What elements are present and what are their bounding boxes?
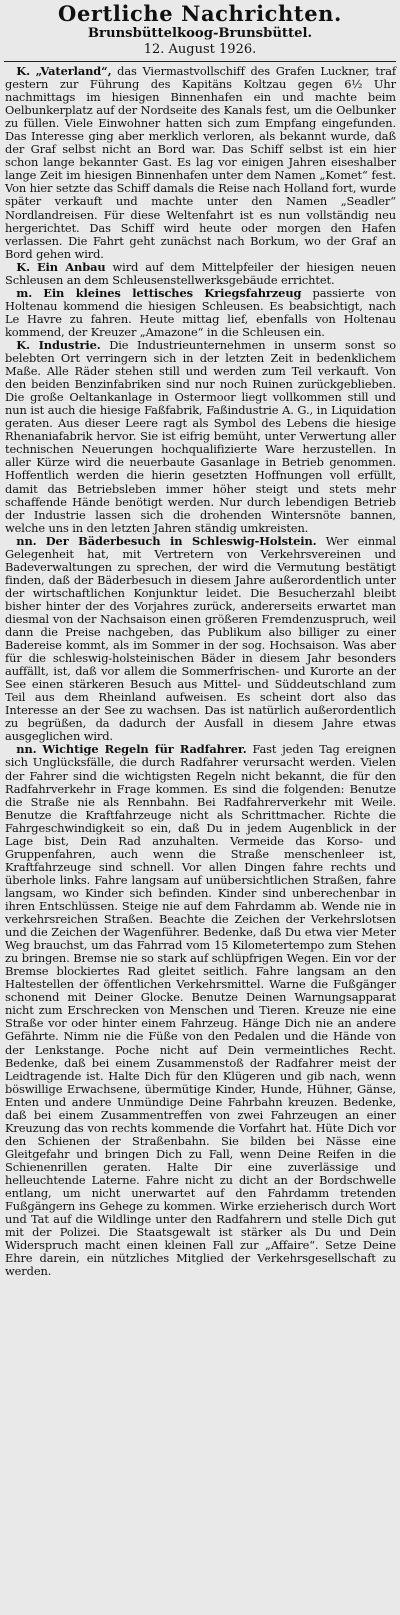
article-body: passierte von Holtenau kommend die hiesigen Schleusen. Es beabsichtigt, nach Le Havre zu fahren. Heute mittag lief, ebenfalls von Holtenau kommend, der Kreuzer „Amazone“ in die Schleusen ein. xyxy=(5,285,396,339)
article-body: Fast jeden Tag ereignen sich Unglücksfälle, die durch Radfahrer verursacht werden. Vielen der Fahrer sind die wichtigsten Regeln nicht bekannt, die für den Radfahrverkehr in Frage kommen. Es sind die folgenden: Benutze die Straße nie als Rennbahn. Bei Radfahrerverkehr mit Weile. Benutze die Kraftfahrzeuge nicht als Schrittmacher. Richte die Fahrgeschwindigkeit so ein, daß Du in jedem Augenblick in der Lage bist, Dein Rad anzuhalten. Vermeide das Korso- und Gruppenfahren, auch wenn die Straße menschenleer ist, Kraftfahrzeuge sind schnell. Vor allen Dingen fahre rechts und überhole links. Fahre langsam auf unübersichtlichen Straßen, fahre langsam, wo Kinder sich befinden. Kinder sind unberechenbar in ihren Entschlüssen. Steige nie auf dem Fahrdamm ab. Wende nie in verkehrsreichen Straßen. Beachte die Zeichen der Verkehrslotsen und die Zeichen der Wagenführer. Bedenke, daß Du etwa vier Meter Weg brauchst, um das Fahrrad vom 15 Kilometertempo zum Stehen zu bringen. Bremse nie so stark auf schlüpfrigen Wegen. Ein vor der Bremse blockiertes Rad gleitet seitlich. Fahre langsam an den Haltestellen der öffentlichen Verkehrsmittel. Warne die Fußgänger schonend mit Deiner Glocke. Benutze Deinen Warnungsapparat nicht zum Erschrecken von Menschen und Tieren. Kreuze nie eine Straße vor oder hinter einem Fahrzeug. Hänge Dich nie an andere Gefährte. Nimm nie die Füße von den Pedalen und die Hände von der Lenkstange. Poche nicht auf Dein vermeintliches Recht. Bedenke, daß bei einem Zusammenstoß der Radfahrer meist der Leidtragende ist. Halte Dich für den Klügeren und gib nach, wenn böswillige Erwachsene, übermütige Kinder, Hunde, Hühner, Gänse, Enten und andere Unmündige Deine Fahrbahn kreuzen. Bedenke, daß bei einem Zusammentreffen von zwei Fahrzeugen an einer Kreuzung das von rechts kommende die Vorfahrt hat. Hüte Dich vor den Schienen der Straßenbahn. Sie bilden bei Nässe eine Gleitgefahr und bringen Dich zu Fall, wenn Deine Reifen in die Schienenrillen geraten. Halte Dir eine zuverlässige und helleuchtende Laterne. Fahre nicht zu dicht an der Bordschwelle entlang, um nicht unerwartet auf den Fahrdamm tretenden Fußgängern ins Gehege zu kommen. Wirke erzieherisch durch Wort und Tat auf die Wildlinge unter den Radfahrern und stelle Dich gut mit der Polizei. Die Staatsgewalt ist stärker als Du und Dein Widerspruch macht einen kleinen Fall zur „Affaire“. Setze Deine Ehre darein, ein nützliches Mitglied der Verkehrsgesellschaft zu werden. xyxy=(5,742,396,1279)
article-headline: Industrie. xyxy=(38,337,101,352)
section-date: 12. August 1926. xyxy=(143,42,257,57)
article-anbau xyxy=(5,261,396,287)
article-headline: Wichtige Regeln für Radfahrer. xyxy=(42,742,247,757)
article-vaterland xyxy=(5,65,396,261)
article-headline: „Vaterland“, xyxy=(35,64,112,78)
article-body: das Viermastvollschiff des Grafen Luckner, traf gestern zur Führung des Kapitäns Koltzau gegen 6½ Uhr nachmittags im hiesigen Binnenhafen ein und machte beim Oelbunkerplatz auf der Nordseite des Kanals fest, um die Oelbunker zu füllen. Viele Einwohner hatten sich zum Empfang eingefunden. Das Interesse ging aber merklich verloren, als bekannt wurde, daß der Graf selbst nicht an Bord war. Das Schiff selbst ist ein hier schon lange bekannter Gast. Es lag vor einigen Jahren eiseshalber lange Zeit im hiesigen Binnenhafen unter dem Namen „Komet“ fest. Von hier setzte das Schiff damals die Reise nach Holland fort, wurde später verkauft und machte unter den Namen „Seadler“ Nordlandreisen. Für diese Weltenfahrt ist es nun vollständig neu hergerichtet. Das Schiff wird heute oder morgen den Hafen verlassen. Die Fahrt geht zunächst nach Borkum, wo der Graf an Bord gehen wird. xyxy=(5,64,396,261)
article-headline: Ein Anbau xyxy=(36,259,106,274)
article-kriegsfahrzeug xyxy=(5,287,396,339)
article-baederbesuch xyxy=(5,535,396,744)
article-body: Die Industrieunternehmen in unserm sonst so belebten Ort verringern sich in der letzten Zeit in bedenklichem Maße. Alle Räder stehen still und werden zum Teil verkauft. Von den beiden Benzinfabriken sind nur noch Ruinen zurückgeblieben. Die große Oeltankanlage in Ostermoor liegt vollkommen still und nun ist auch die hiesige Faßfabrik, Faßindustrie A. G., in Liquidation geraten. Aus dieser Leere ragt als Symbol des Lebens die hiesige Rhenaniafabrik hervor. Sie ist eifrig bemüht, unter Verwertung aller technischen Neuerungen hochqualifizierte Ware herzustellen. In aller Kürze wird die neuerbaute Gasanlage in Betrieb genommen. Hoffentlich werden die hierin gesetzten Hoffnungen voll erfüllt, damit das Betriebsleben immer höher steigt und stets mehr schaffende Hände benötigt werden. Nur durch lebendigen Betrieb der Industrie lassen sich die drohenden Wintersnöte bannen, welche uns in den letzten Jahren ständig umkreisten. xyxy=(5,337,396,535)
article-prefix: m. xyxy=(16,285,33,300)
article-radfahrer xyxy=(5,743,396,1278)
article-body: Wer einmal Gelegenheit hat, mit Vertretern von Verkehrsvereinen und Badeverwaltungen zu sprechen, der wird die Vermutung bestätigt finden, daß der Bäderbesuch in diesem Jahre außerordentlich unter der wirtschaftlichen Konjunktur leidet. Die Besucherzahl bleibt bisher hinter der des Vorjahres zurück, andererseits erwartet man diesmal von der Nachsaison einen größeren Fremdenzuspruch, weil dann die Preise nachgeben, das Publikum also billiger zu einer Badereise kommt, als im Sommer in der sog. Hochsaison. Was aber für die schleswig-holsteinischen Bäder in diesem Jahr besonders auffällt, ist, daß vor allem die Sommerfrischen- und Kurorte an der See einen stärkeren Besuch aus Mittel- und Süddeutschland zum Teil aus dem Rheinland aufweisen. Es scheint dort also das Interesse an der See zu wachsen. Das ist natürlich außerordentlich zu begrüßen, da dadurch der Ausfall in diesem Jahre etwas ausgeglichen wird. xyxy=(5,533,396,744)
article-prefix: nn. xyxy=(16,533,37,548)
article-headline: Der Bäderbesuch in Schleswig-Holstein. xyxy=(45,533,317,548)
article-prefix: K. xyxy=(16,64,30,78)
article-industrie xyxy=(5,339,396,535)
article-headline: Ein kleines lettisches Kriegsfahrzeug xyxy=(43,285,302,300)
article-prefix: nn. xyxy=(16,742,37,757)
section-subtitle: Brunsbüttelkoog-Brunsbüttel. xyxy=(87,26,313,41)
section-title: Oertliche Nachrichten. xyxy=(58,1,342,26)
article-prefix: K. xyxy=(16,337,30,352)
article-body: wird auf dem Mittelpfeiler der hiesigen neuen Schleusen an dem Schleusenstellwerksgebäude errichtet. xyxy=(5,259,396,287)
header-rule xyxy=(4,61,396,62)
article-prefix: K. xyxy=(16,259,30,274)
